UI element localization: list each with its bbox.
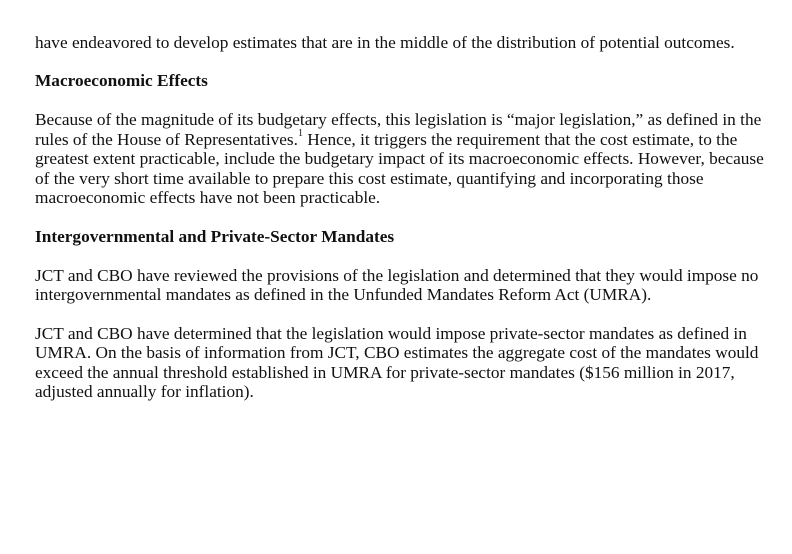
footnote-marker[interactable]: 1 bbox=[297, 127, 303, 139]
macro-text-after-note: Hence, it triggers the requirement that the cost estimate, to the greatest extent practicable, include the budgetary impact of its macroeconomic effects. However, because of the very short time available to prepare this cost estimate, quantifying and incorporating those macroeconomic effects have not been practicable. bbox=[35, 129, 764, 207]
mandates-paragraph-intergovernmental: JCT and CBO have reviewed the provisions of the legislation and determined that they would impose no intergovernmental mandates as defined in the Unfunded Mandates Reform Act (UMRA). bbox=[35, 265, 759, 305]
mandates-paragraph-private-sector: JCT and CBO have determined that the legislation would impose private-sector mandates as defined in UMRA. On the basis of information from JCT, CBO estimates the aggregate cost of the mandates would exceed the annual threshold established in UMRA for private-sector mandates ($156 million in 2017, adjusted annually for inflation). bbox=[35, 324, 759, 402]
document-page bbox=[35, 33, 770, 402]
macro-text-before-note: Because of the magnitude of its budgetary effects, this legislation is “major legislation,” as defined in the rules of the House of Representatives. bbox=[35, 110, 762, 149]
section-heading-mandates: Intergovernmental and Private-Sector Mandates bbox=[35, 226, 395, 246]
section-heading-macroeconomic: Macroeconomic Effects bbox=[35, 71, 208, 91]
macroeconomic-paragraph bbox=[35, 110, 770, 207]
intro-paragraph: have endeavored to develop estimates that are in the middle of the distribution of potential outcomes. bbox=[35, 33, 735, 52]
